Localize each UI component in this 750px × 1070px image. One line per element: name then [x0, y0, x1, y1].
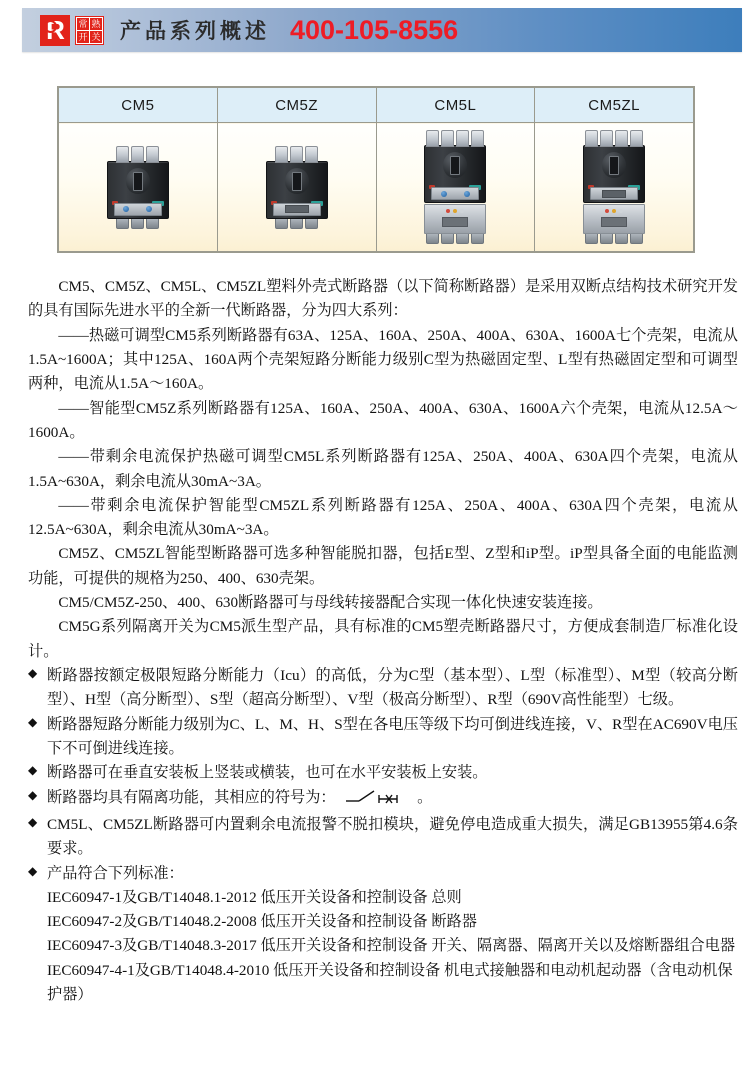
- standard-iec60947-3: IEC60947-3及GB/T14048.3-2017 低压开关设备和控制设备 开关、隔离器、隔离开关以及熔断器组合电器: [47, 937, 736, 955]
- residual-current-module: [583, 204, 645, 234]
- series-paragraph-cm5zl: ——带剩余电流保护智能型CM5ZL系列断路器有125A、250A、400A、630A四个壳架，电流从12.5A~630A，剩余电流从30mA~3A。: [28, 496, 738, 539]
- table-header-row: [59, 88, 694, 123]
- column-header-cm5: CM5: [59, 88, 218, 123]
- breaker-image-cm5l: [424, 130, 486, 244]
- bullet-isolation-symbol: [28, 786, 738, 813]
- cm5g-isolator-paragraph: CM5G系列隔离开关为CM5派生型产品，具有标准的CM5塑壳断路器尺寸，方便成套制造厂标准化设计。: [28, 618, 738, 660]
- standard-iec60947-2: IEC60947-2及GB/T14048.2-2008 低压开关设备和控制设备 断路器: [47, 913, 477, 931]
- breaker-image-cm5z: [266, 146, 328, 229]
- product-cell-cm5l: [376, 123, 535, 252]
- standard-iec60947-4-1: IEC60947-4-1及GB/T14048.4-2010 低压开关设备和控制设备 机电式接触器和电动机起动器（含电动机保护器）: [47, 961, 733, 1004]
- seal-char-1: 常: [78, 18, 88, 29]
- seal-char-3: 开: [78, 31, 88, 42]
- column-header-cm5zl: CM5ZL: [535, 88, 694, 123]
- rotary-handle-icon: [285, 168, 309, 194]
- isolation-text-suffix: 。: [417, 788, 433, 806]
- rotary-handle-icon: [126, 168, 150, 194]
- brand-logo: [40, 15, 104, 46]
- rotary-handle-icon: [602, 152, 626, 178]
- seal-char-4: 关: [91, 31, 101, 42]
- series-paragraph-cm5z: ——智能型CM5Z系列断路器有125A、160A、250A、400A、630A、1600A六个壳架，电流从12.5A～1600A。: [28, 399, 738, 441]
- bullet-mounting: ◆ 断路器可在垂直安装板上竖装或横装，也可在水平安装板上安装。: [28, 761, 738, 785]
- series-paragraph-cm5: ——热磁可调型CM5系列断路器有63A、125A、160A、250A、400A、630A、1600A七个壳架，电流从1.5A~1600A；其中125A、160A两个壳架短路分断能力级别C型为热磁固定型、L型有热磁固定型和可调型两种，电流从1.5A～160A。: [28, 326, 738, 393]
- isolation-text-prefix: 断路器均具有隔离功能，其相应的符号为：: [47, 788, 336, 806]
- document-body: [28, 275, 738, 1007]
- bullet-reverse-feed: ◆ 断路器短路分断能力级别为C、L、M、H、S型在各电压等级下均可倒进线连接，V、R型在AC690V电压下不可倒进线连接。: [28, 713, 738, 762]
- product-cell-cm5: [59, 123, 218, 252]
- product-cell-cm5z: [217, 123, 376, 252]
- feature-bullet-list: [28, 664, 738, 886]
- logo-seal-icon: [75, 16, 104, 45]
- busbar-adapter-paragraph: CM5/CM5Z-250、400、630断路器可与母线转接器配合实现一体化快速安装连接。: [58, 594, 603, 612]
- trip-unit-paragraph: CM5Z、CM5ZL智能型断路器可选多种智能脱扣器，包括E型、Z型和iP型。iP型具备全面的电能监测功能，可提供的规格为250、400、630壳架。: [28, 545, 738, 587]
- series-paragraph-cm5l: ——带剩余电流保护热磁可调型CM5L系列断路器有125A、250A、400A、630A四个壳架，电流从1.5A~630A，剩余电流从30mA~3A。: [28, 448, 738, 490]
- residual-current-module: [424, 204, 486, 234]
- page-title: 产品系列概述: [120, 20, 270, 43]
- product-image-row: [59, 123, 694, 252]
- intro-paragraph: CM5、CM5Z、CM5L、CM5ZL塑料外壳式断路器（以下简称断路器）是采用双断点结构技术研究开发的具有国际先进水平的全新一代断路器，分为四大系列：: [28, 278, 738, 320]
- rotary-handle-icon: [443, 152, 467, 178]
- standard-iec60947-1: IEC60947-1及GB/T14048.1-2012 低压开关设备和控制设备 总则: [47, 888, 462, 906]
- column-header-cm5z: CM5Z: [217, 88, 376, 123]
- page-header-banner: [22, 8, 742, 52]
- product-series-table: [57, 86, 695, 253]
- product-cell-cm5zl: [535, 123, 694, 252]
- seal-char-2: 熟: [91, 18, 101, 29]
- bullet-breaking-capacity: ◆ 断路器按额定极限短路分断能力（Icu）的高低，分为C型（基本型）、L型（标准型）、M型（较高分断型）、H型（高分断型）、S型（超高分断型）、V型（极高分断型）、R型（690V高性能型）七级。: [28, 664, 738, 713]
- isolation-symbol-icon: [345, 789, 407, 813]
- logo-r-mark: R: [40, 15, 70, 46]
- column-header-cm5l: CM5L: [376, 88, 535, 123]
- bullet-residual-alarm: ◆ CM5L、CM5ZL断路器可内置剩余电流报警不脱扣模块，避免停电造成重大损失，满足GB13955第4.6条要求。: [28, 813, 738, 862]
- breaker-image-cm5: [107, 146, 169, 229]
- breaker-image-cm5zl: [583, 130, 645, 244]
- hotline-number: 400-105-8556: [290, 14, 459, 45]
- bullet-standards-heading: ◆ 产品符合下列标准：: [28, 862, 738, 886]
